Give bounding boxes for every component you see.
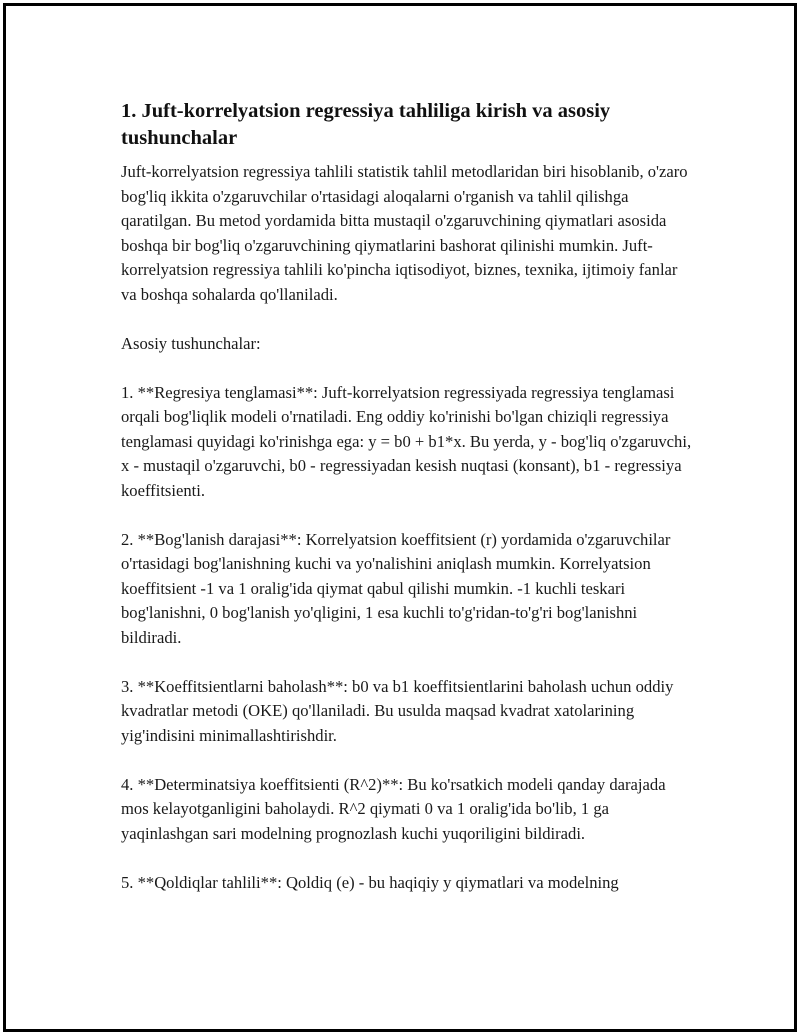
intro-paragraph: Juft-korrelyatsion regressiya tahlili statistik tahlil metodlaridan biri hisoblanib, o'zaro bog'liq ikkita o'zgaruvchilar o'rtasidagi aloqalarni o'rganish va tahlil qilishga qaratilgan. Bu metod yordamida bitta mustaqil o'zgaruvchining qiymatlari asosida boshqa bir bog'liq o'zgaruvchining qiymatlarini bashorat qilinishi mumkin. Juft-korrelyatsion regressiya tahlili ko'pincha iqtisodiyot, biznes, texnika, ijtimoiy fanlar va boshqa sohalarda qo'llaniladi. — [121, 162, 688, 304]
document-page — [3, 3, 797, 1032]
concept-correlation-degree: 2. **Bog'lanish darajasi**: Korrelyatsion koeffitsient (r) yordamida o'zgaruvchilar o'rtasidagi bog'lanishning kuchi va yo'nalishini aniqlash mumkin. Korrelyatsion koeffitsient -1 va 1 oralig'ida qiymat qabul qilishi mumkin. -1 kuchli teskari bog'lanishni, 0 bog'lanish yo'qligini, 1 esa kuchli to'g'ridan-to'g'ri bog'lanishni bildiradi. — [121, 529, 671, 647]
section-heading: 1. Juft-korrelyatsion regressiya tahliliga kirish va asosiy tushunchalar — [121, 100, 611, 149]
document-body — [121, 98, 693, 895]
concept-regression-equation: 1. **Regresiya tenglamasi**: Juft-korrelyatsion regressiyada regressiya tenglamasi orqali bog'liqlik modeli o'rnatiladi. Eng oddiy ko'rinishi bo'lgan chiziqli regressiya tenglamasi quyidagi ko'rinishga ega: y = b0 + b1*x. Bu yerda, y - bog'liq o'zgaruvchi, x - mustaqil o'zgaruvchi, b0 - regressiyadan kesish nuqtasi (konsant), b1 - regressiya koeffitsienti. — [121, 382, 692, 500]
concept-residual-analysis: 5. **Qoldiqlar tahlili**: Qoldiq (e) - bu haqiqiy y qiymatlari va modelning — [121, 872, 619, 892]
concept-determination-coefficient: 4. **Determinatsiya koeffitsienti (R^2)**: Bu ko'rsatkich modeli qanday darajada mos kelayotganligini baholaydi. R^2 qiymati 0 va 1 oralig'ida bo'lib, 1 ga yaqinlashgan sari modelning prognozlash kuchi yuqoriligini bildiradi. — [121, 774, 666, 843]
concepts-label: Asosiy tushunchalar: — [121, 333, 261, 353]
concept-coefficient-estimation: 3. **Koeffitsientlarni baholash**: b0 va b1 koeffitsientlarini baholash uchun oddiy kvadratlar metodi (OKE) qo'llaniladi. Bu usulda maqsad kvadrat xatolarining yig'indisini minimallashtirishdir. — [121, 676, 674, 745]
